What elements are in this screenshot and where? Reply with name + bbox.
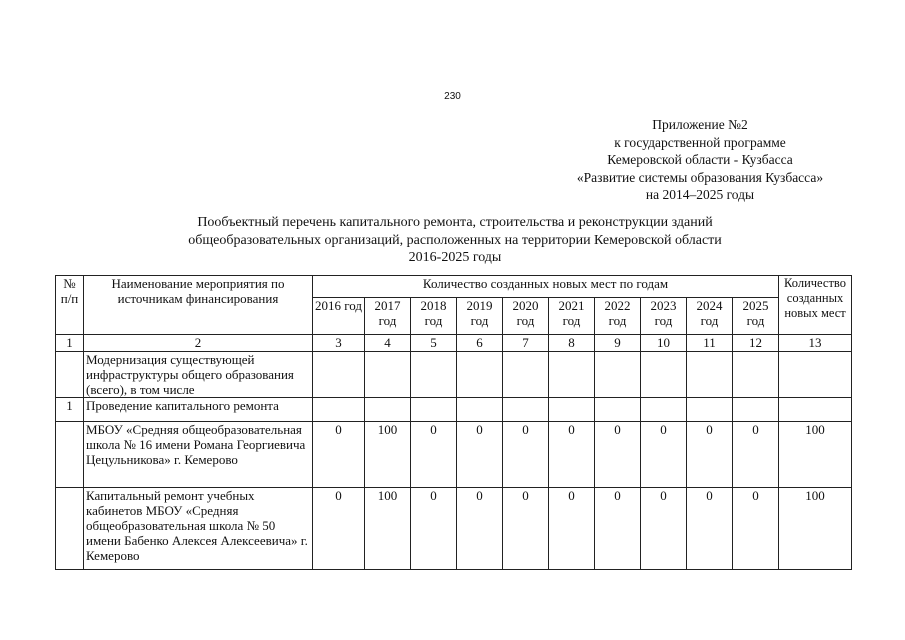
cell-value: 0 (549, 422, 595, 488)
cell-value (411, 398, 457, 422)
cell-value: 0 (687, 488, 733, 570)
cell-value (687, 398, 733, 422)
title-line: Пообъектный перечень капитального ремонта, строительства и реконструкции зданий (197, 215, 713, 230)
cell-value: 0 (595, 488, 641, 570)
cell-value: 0 (457, 422, 503, 488)
document-title (60, 214, 850, 267)
objects-table (55, 275, 852, 570)
header-year: 2017 год (365, 298, 411, 335)
cell-total: 100 (779, 488, 852, 570)
row-num (56, 352, 84, 398)
table-row (56, 488, 852, 570)
cell-value (641, 352, 687, 398)
column-number: 9 (595, 335, 641, 352)
header-total: Количество созданных новых мест (779, 276, 852, 335)
cell-value: 0 (595, 422, 641, 488)
column-number: 10 (641, 335, 687, 352)
cell-value (687, 352, 733, 398)
cell-value: 0 (503, 422, 549, 488)
header-year: 2018 год (411, 298, 457, 335)
appendix-line: Приложение №2 (652, 117, 748, 132)
header-name: Наименование мероприятия по источникам финансирования (84, 276, 313, 335)
cell-value: 0 (687, 422, 733, 488)
cell-value (549, 352, 595, 398)
table-row (56, 422, 852, 488)
column-number: 2 (84, 335, 313, 352)
column-number: 7 (503, 335, 549, 352)
column-number: 11 (687, 335, 733, 352)
cell-value: 0 (503, 488, 549, 570)
cell-value (457, 352, 503, 398)
row-name: Проведение капитального ремонта (84, 398, 313, 422)
cell-value (365, 352, 411, 398)
appendix-line: на 2014–2025 годы (645, 187, 755, 202)
cell-value: 0 (411, 422, 457, 488)
row-name: Модернизация существующей инфраструктуры общего образования (всего), в том числе (84, 352, 313, 398)
cell-value (503, 398, 549, 422)
cell-value: 0 (313, 488, 365, 570)
cell-value (549, 398, 595, 422)
cell-total (779, 398, 852, 422)
row-num (56, 488, 84, 570)
header-years-group: Количество созданных новых мест по годам (313, 276, 779, 298)
cell-value: 0 (549, 488, 595, 570)
column-number: 8 (549, 335, 595, 352)
column-number: 6 (457, 335, 503, 352)
cell-value (313, 352, 365, 398)
column-number: 4 (365, 335, 411, 352)
header-year: 2021 год (549, 298, 595, 335)
cell-value: 0 (733, 488, 779, 570)
table-row (56, 352, 852, 398)
header-year: 2019 год (457, 298, 503, 335)
cell-value: 100 (365, 488, 411, 570)
header-num: № п/п (56, 276, 84, 335)
cell-value: 0 (641, 422, 687, 488)
cell-value (365, 398, 411, 422)
cell-value: 0 (313, 422, 365, 488)
cell-value (733, 398, 779, 422)
appendix-block (540, 116, 860, 204)
column-number-row (56, 335, 852, 352)
header-year: 2016 год (313, 298, 365, 335)
header-year: 2020 год (503, 298, 549, 335)
cell-value (595, 352, 641, 398)
column-number: 3 (313, 335, 365, 352)
cell-value: 0 (641, 488, 687, 570)
appendix-line: Кемеровской области - Кузбасса (607, 152, 793, 167)
cell-value (641, 398, 687, 422)
cell-value (733, 352, 779, 398)
appendix-line: к государственной программе (614, 134, 786, 150)
cell-value (313, 398, 365, 422)
column-number: 12 (733, 335, 779, 352)
row-name: Капитальный ремонт учебных кабинетов МБОУ «Средняя общеобразовательная школа № 50 имени Бабенко Алексея Алексеевича» г. Кемерово (84, 488, 313, 570)
header-year: 2025 год (733, 298, 779, 335)
header-year: 2022 год (595, 298, 641, 335)
header-year: 2024 год (687, 298, 733, 335)
column-number: 5 (411, 335, 457, 352)
column-number: 13 (779, 335, 852, 352)
title-line: общеобразовательных организаций, расположенных на территории Кемеровской области (188, 232, 722, 248)
appendix-line: «Развитие системы образования Кузбасса» (576, 169, 824, 185)
column-number: 1 (56, 335, 84, 352)
row-num: 1 (56, 398, 84, 422)
cell-value: 0 (457, 488, 503, 570)
cell-value (411, 352, 457, 398)
cell-value: 0 (733, 422, 779, 488)
title-line: 2016-2025 годы (408, 250, 502, 265)
cell-value: 0 (411, 488, 457, 570)
row-num (56, 422, 84, 488)
row-name: МБОУ «Средняя общеобразовательная школа № 16 имени Романа Георгиевича Цецульникова» г. Кемерово (84, 422, 313, 488)
page-number: 230 (444, 91, 461, 102)
cell-value: 100 (365, 422, 411, 488)
cell-value (503, 352, 549, 398)
cell-total (779, 352, 852, 398)
cell-total: 100 (779, 422, 852, 488)
cell-value (457, 398, 503, 422)
header-year: 2023 год (641, 298, 687, 335)
table-row (56, 398, 852, 422)
cell-value (595, 398, 641, 422)
